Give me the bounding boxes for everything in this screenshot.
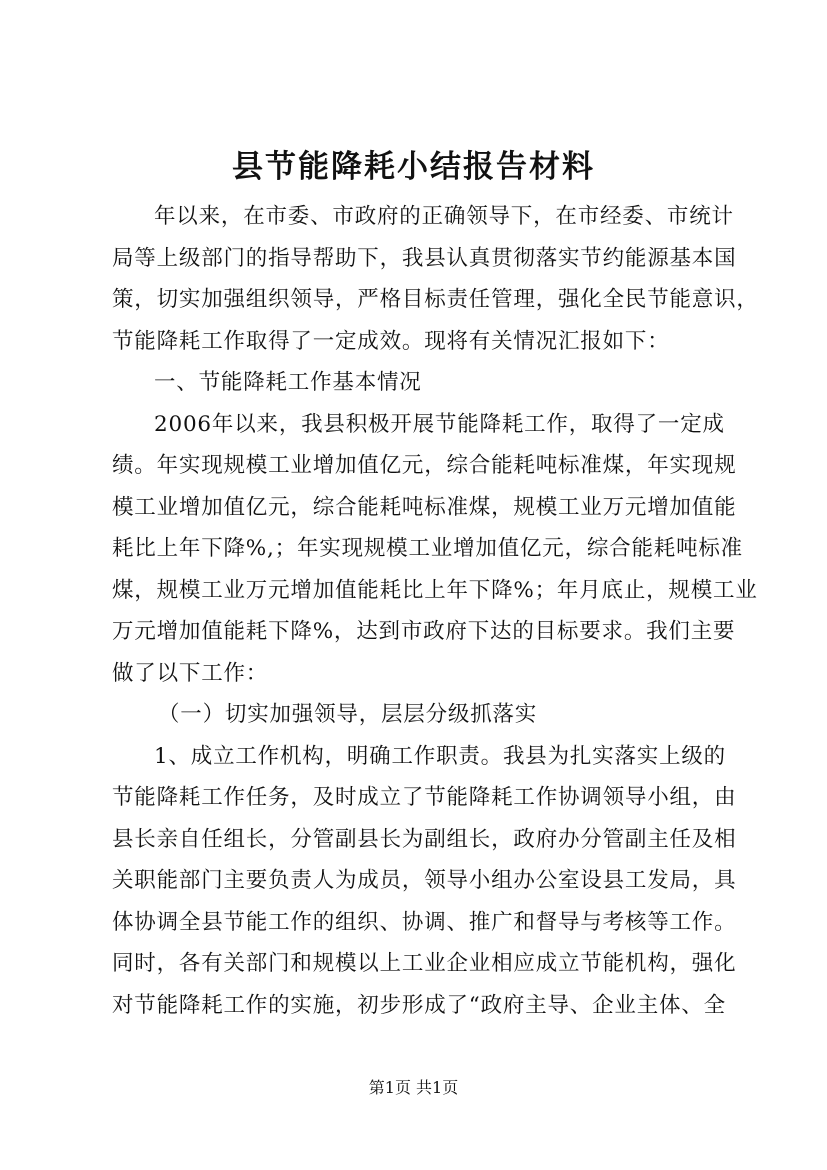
paragraph-line: 节能降耗工作任务，及时成立了节能降耗工作协调领导小组，由 (112, 785, 737, 810)
paragraph-line: 对节能降耗工作的实施，初步形成了“政府主导、企业主体、全 (112, 992, 726, 1018)
subsection-heading: （一）切实加强领导，层层分级抓落实 (158, 702, 538, 727)
paragraph-line: 局等上级部门的指导帮助下，我县认真贯彻落实节约能源基本国 (112, 245, 737, 271)
document-title: 县节能降耗小结报告材料 (232, 149, 595, 185)
paragraph-line: 做了以下工作： (112, 660, 269, 686)
section-heading: 一、节能降耗工作基本情况 (154, 370, 422, 395)
paragraph-line: 煤，规模工业万元增加值能耗比上年下降%；年月底止，规模工业 (112, 577, 758, 603)
paragraph-line: 关职能部门主要负责人为成员，领导小组办公室设县工发局，具 (112, 868, 737, 893)
paragraph-line: 县长亲自任组长，分管副县长为副组长，政府办分管副主任及相 (112, 826, 737, 852)
paragraph-line: 年以来，在市委、市政府的正确领导下，在市经委、市统计 (154, 204, 734, 229)
paragraph-line: 同时，各有关部门和规模以上工业企业相应成立节能机构，强化 (112, 951, 737, 976)
paragraph-line: 耗比上年下降%,；年实现规模工业增加值亿元，综合能耗吨标准 (112, 536, 743, 561)
document-body (112, 196, 759, 1026)
paragraph-line: 2006年以来，我县积极开展节能降耗工作，取得了一定成 (154, 411, 725, 437)
paragraph-line: 模工业增加值亿元，综合能耗吨标准煤，规模工业万元增加值能 (112, 494, 737, 520)
paragraph-line: 万元增加值能耗下降%，达到市政府下达的目标要求。我们主要 (112, 619, 736, 644)
paragraph-line: 1、成立工作机构，明确工作职责。我县为扎实落实上级的 (154, 743, 726, 769)
page-footer: 第1页 共1页 (368, 1078, 459, 1097)
paragraph-line: 策，切实加强组织领导，严格目标责任管理，强化全民节能意识， (112, 287, 759, 312)
paragraph-line: 体协调全县节能工作的组织、协调、推广和督导与考核等工作。 (112, 909, 737, 935)
paragraph-line: 绩。年实现规模工业增加值亿元，综合能耗吨标准煤，年实现规 (112, 453, 737, 478)
paragraph-line: 节能降耗工作取得了一定成效。现将有关情况汇报如下： (112, 328, 670, 354)
